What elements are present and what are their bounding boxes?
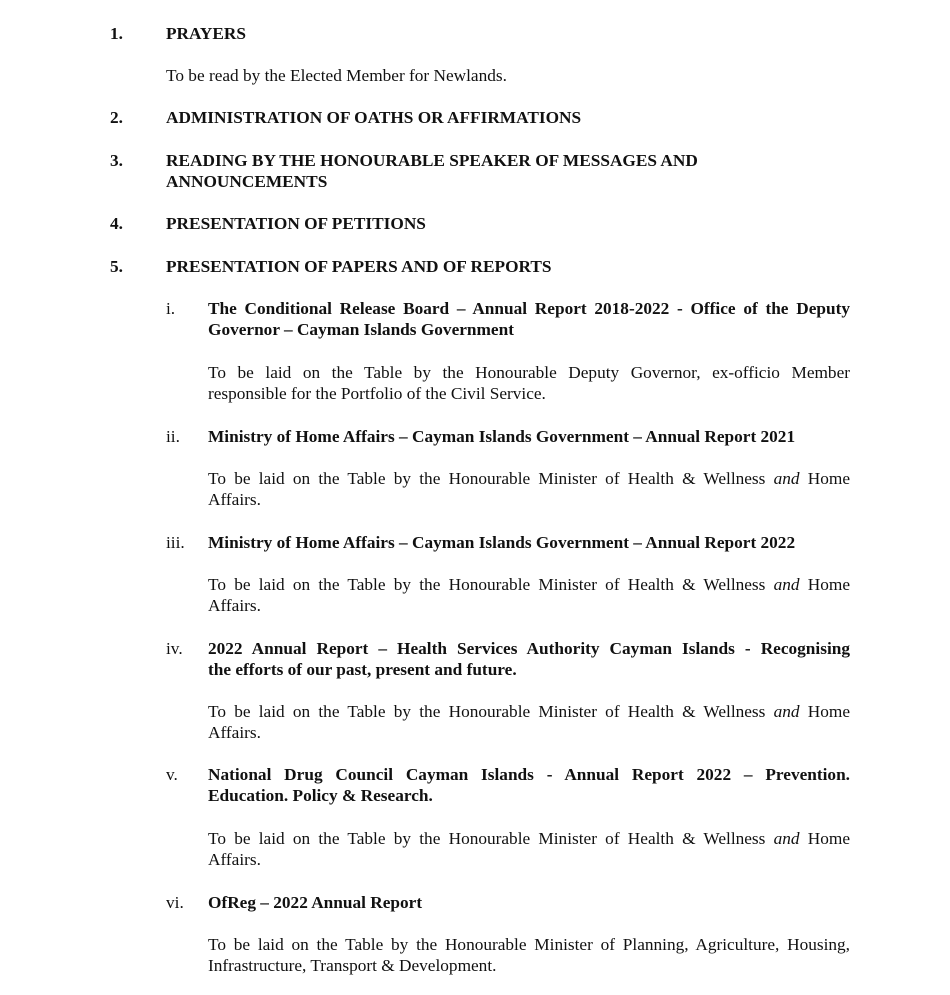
- note-line: [208, 468, 850, 489]
- note-text: To be laid on the Table by the Honourable Minister of Health & Wellness: [208, 469, 774, 488]
- item-note: [208, 701, 850, 743]
- note-line: responsible for the Portfolio of the Civil Service.: [208, 384, 546, 403]
- note-line: To be laid on the Table by the Honourable Deputy Governor, ex-officio Member: [208, 363, 850, 382]
- section-title-papers: PRESENTATION OF PAPERS AND OF REPORTS: [166, 257, 552, 276]
- section-note: To be read by the Elected Member for Newlands.: [166, 66, 507, 85]
- section-number: 3.: [110, 151, 123, 170]
- section-title-petitions: PRESENTATION OF PETITIONS: [166, 214, 426, 233]
- item-title: [208, 764, 850, 806]
- item-note: [208, 468, 850, 510]
- note-line: Affairs.: [208, 596, 261, 615]
- section-number: 2.: [110, 108, 123, 127]
- note-emphasis: and: [773, 702, 800, 721]
- note-line: [208, 574, 850, 595]
- note-text: To be laid on the Table by the Honourable Minister of Health & Wellness: [208, 702, 774, 721]
- note-text: To be laid on the Table by the Honourable Minister of Health & Wellness: [208, 829, 774, 848]
- note-emphasis: and: [773, 575, 800, 594]
- item-numeral: iv.: [166, 639, 183, 658]
- item-numeral: v.: [166, 765, 178, 784]
- note-line: To be laid on the Table by the Honourable Minister of Planning, Agriculture, Housing,: [208, 935, 850, 954]
- title-line: ANNOUNCEMENTS: [166, 172, 328, 191]
- title-line: Education. Policy & Research.: [208, 786, 433, 805]
- section-number: 5.: [110, 257, 123, 276]
- note-emphasis: and: [773, 469, 800, 488]
- note-text: Home: [799, 702, 850, 721]
- note-line: Affairs.: [208, 723, 261, 742]
- item-title: OfReg – 2022 Annual Report: [208, 893, 423, 912]
- item-note: [208, 828, 850, 870]
- item-note: [208, 574, 850, 616]
- section-title-messages: [166, 150, 850, 192]
- section-title-prayers: PRAYERS: [166, 24, 247, 43]
- title-line: Governor – Cayman Islands Government: [208, 320, 514, 339]
- item-numeral: ii.: [166, 427, 180, 446]
- title-line: The Conditional Release Board – Annual Report 2018-2022 - Office of the Deputy: [208, 299, 850, 318]
- note-emphasis: and: [773, 829, 800, 848]
- item-title: [208, 638, 850, 680]
- title-line: the efforts of our past, present and future.: [208, 660, 517, 679]
- item-note: [208, 934, 850, 976]
- title-line: National Drug Council Cayman Islands - Annual Report 2022 – Prevention.: [208, 765, 850, 784]
- item-title: [208, 298, 850, 340]
- title-line: READING BY THE HONOURABLE SPEAKER OF MESSAGES AND: [166, 151, 698, 170]
- note-line: [208, 701, 850, 722]
- item-title: Ministry of Home Affairs – Cayman Islands Government – Annual Report 2021: [208, 427, 796, 446]
- section-title-oaths: ADMINISTRATION OF OATHS OR AFFIRMATIONS: [166, 108, 582, 127]
- item-numeral: iii.: [166, 533, 185, 552]
- note-text: Home: [799, 575, 850, 594]
- item-numeral: i.: [166, 299, 176, 318]
- item-title: Ministry of Home Affairs – Cayman Islands Government – Annual Report 2022: [208, 533, 796, 552]
- section-number: 1.: [110, 24, 123, 43]
- item-numeral: vi.: [166, 893, 184, 912]
- note-text: To be laid on the Table by the Honourable Minister of Health & Wellness: [208, 575, 774, 594]
- note-line: [208, 828, 850, 849]
- note-line: Affairs.: [208, 490, 261, 509]
- item-note: [208, 362, 850, 404]
- note-line: Affairs.: [208, 850, 261, 869]
- section-number: 4.: [110, 214, 123, 233]
- note-text: Home: [799, 469, 850, 488]
- note-line: Infrastructure, Transport & Development.: [208, 956, 497, 975]
- note-text: Home: [799, 829, 850, 848]
- title-line: 2022 Annual Report – Health Services Authority Cayman Islands - Recognising: [208, 639, 850, 658]
